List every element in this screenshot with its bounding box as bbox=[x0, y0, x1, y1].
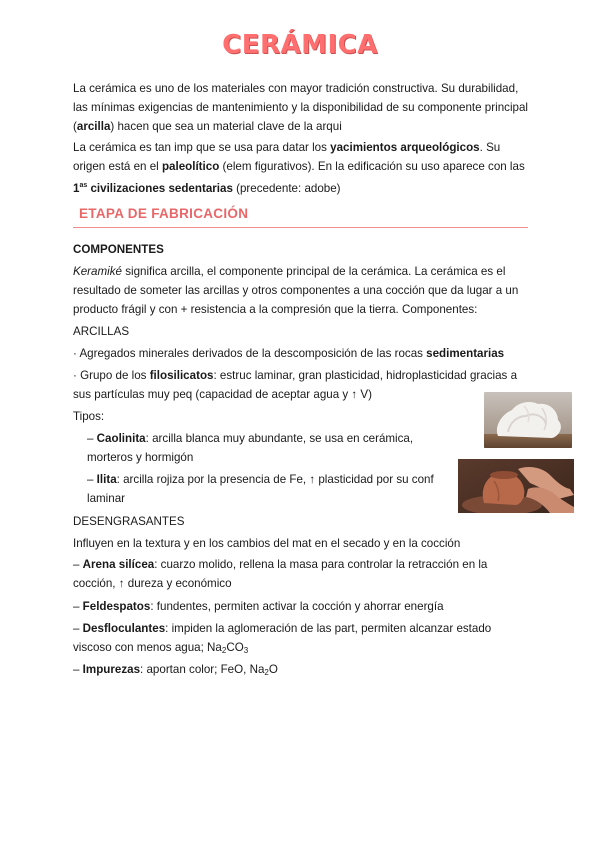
desengrasante-feldespatos: – Feldespatos: fundentes, permiten activar la cocción y ahorrar energía bbox=[73, 600, 444, 613]
desengrasantes-intro: Influyen en la textura y en los cambios del mat en el secado y en la cocción bbox=[73, 537, 461, 550]
componentes-paragraph: Keramiké significa arcilla, el componente principal de la cerámica. La cerámica es el resultado de someter las arcillas y otros componentes a una cocción que da lugar a un producto frágil y con + resistencia a la compresión que la tierra. Componentes: bbox=[73, 265, 519, 316]
componentes-heading: COMPONENTES bbox=[73, 243, 164, 256]
desengrasantes-heading: DESENGRASANTES bbox=[73, 515, 185, 528]
intro-paragraph-2: La cerámica es tan imp que se usa para datar los yacimientos arqueológicos. Su origen está en el paleolítico (elem figurativos). En la edificación su uso aparece con las $1^{as}$ civilizaciones sedentarias (precedente: adobe) bbox=[73, 141, 525, 195]
kaolin-clay-image bbox=[484, 392, 572, 448]
desengrasante-desfloculantes: – Desfloculantes: impiden la aglomeración de las part, permiten alcanzar estado viscoso con menos agua; $Na_2CO_3$ bbox=[73, 622, 492, 655]
desengrasante-impurezas: – Impurezas: aportan color; FeO, $Na_2O$ bbox=[73, 663, 278, 677]
intro-paragraph-1: La cerámica es uno de los materiales con mayor tradición constructiva. Su durabilidad, las mínimas exigencias de mantenimiento y la disponibilidad de su componente principal (arcilla) hacen que sea un material clave de la arqui bbox=[73, 82, 528, 133]
tipo-caolinita: – Caolinita: arcilla blanca muy abundante, se usa en cerámica, morteros y hormigón bbox=[87, 432, 414, 464]
tipo-ilita: – Ilita: arcilla rojiza por la presencia de Fe, ↑ plasticidad por su conf laminar bbox=[87, 473, 434, 505]
section-title: ETAPA DE FABRICACIÓN bbox=[79, 206, 249, 221]
tipos-label: Tipos: bbox=[73, 410, 105, 423]
page-title: CERÁMICA bbox=[222, 30, 378, 60]
arcillas-line-1: · Agregados minerales derivados de la descomposición de las rocas sedimentarias bbox=[73, 347, 505, 360]
section-divider bbox=[73, 227, 528, 228]
arcillas-heading: ARCILLAS bbox=[73, 325, 130, 338]
pottery-wheel-image bbox=[458, 459, 574, 513]
arcillas-line-2: · Grupo de los filosilicatos: estruc laminar, gran plasticidad, hidroplasticidad gracias a sus partículas muy peq (capacidad de aceptar agua y ↑ V) bbox=[73, 369, 518, 401]
desengrasante-arena: – Arena silícea: cuarzo molido, rellena la masa para controlar la retracción en la cocción, ↑ dureza y económico bbox=[73, 558, 488, 590]
